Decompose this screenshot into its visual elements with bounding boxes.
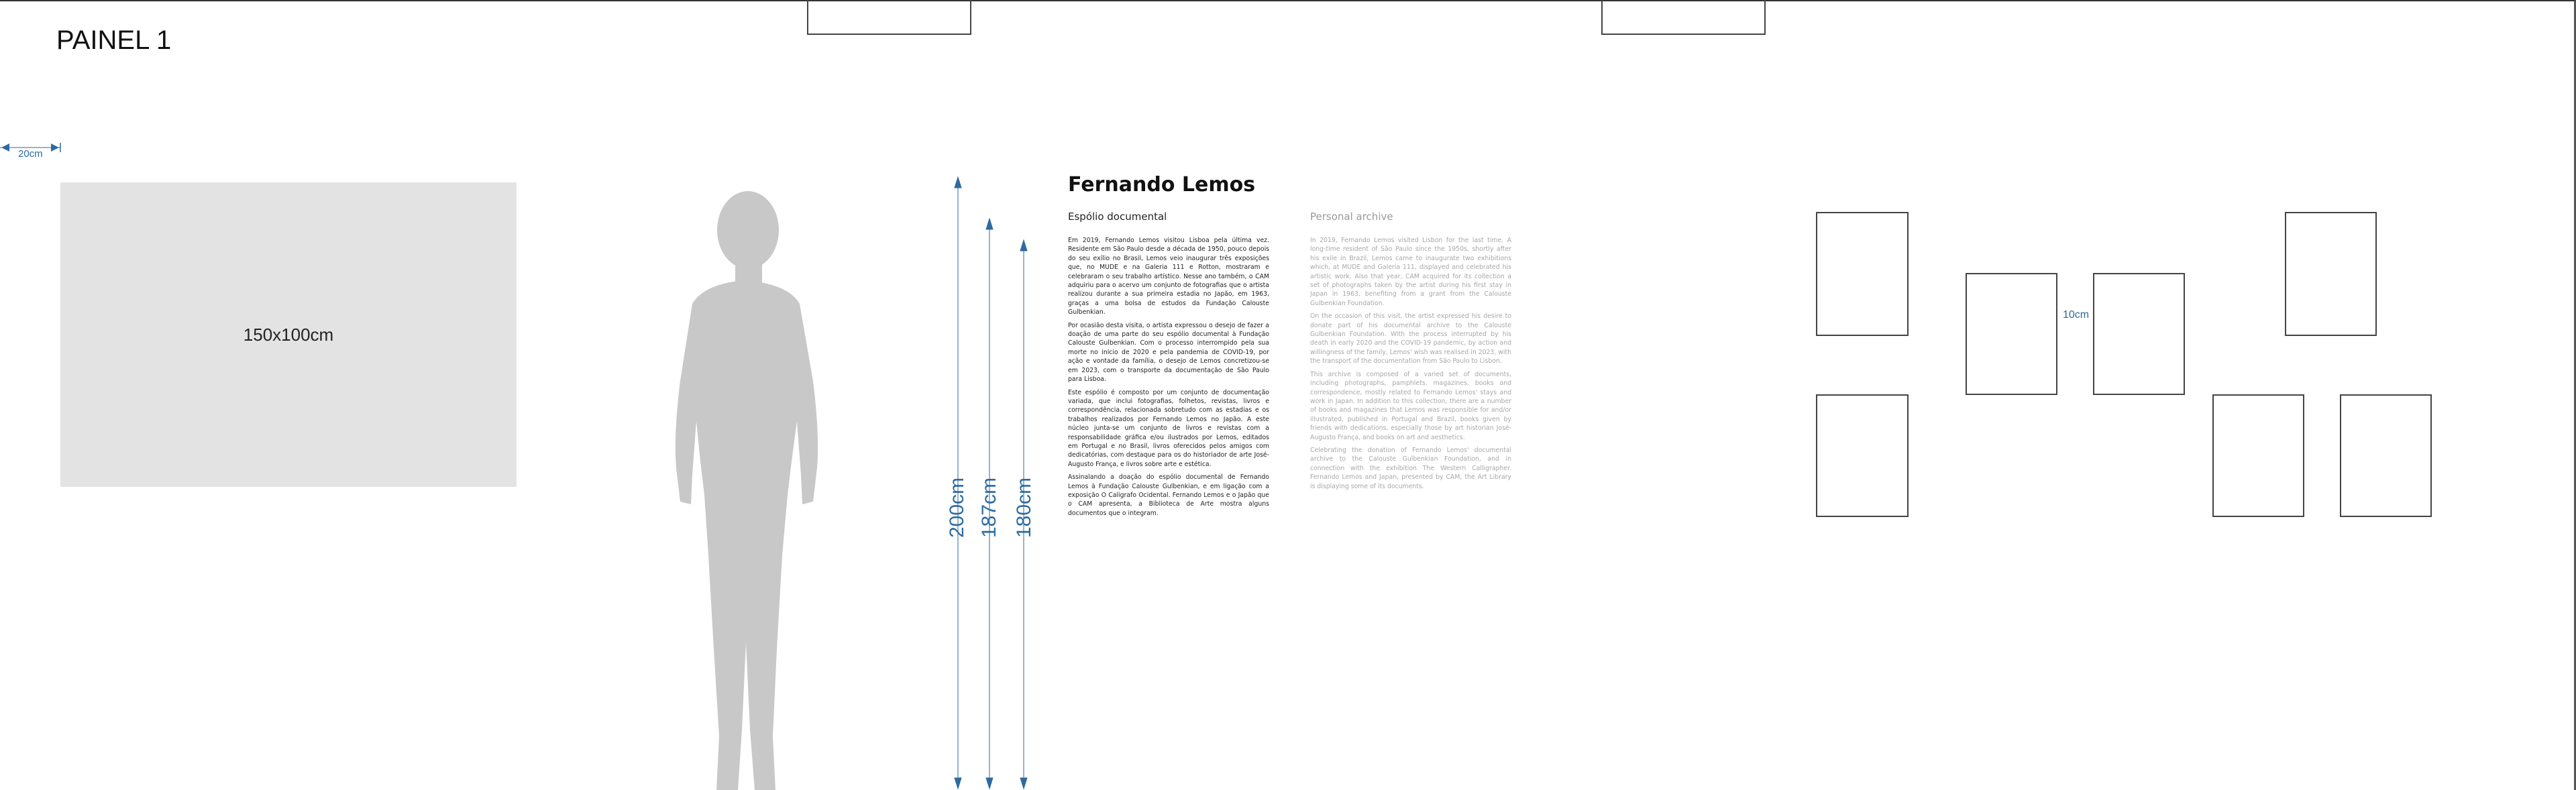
artwork-size-label: 150x100cm bbox=[243, 324, 334, 345]
paragraph: On the occasion of this visit, the artist expressed his desire to donate part of his documental archive to the Calouste Gulbenkian Foundation. With the process interrupted by his death in early 2020 and the COVID-19 pandemic, by action and willingness of the family, Lemos' wish was realised in 2023, with the transport of the documentation from São Paulo to Lisbon. bbox=[1310, 313, 1511, 365]
arrow-left-icon bbox=[1, 144, 9, 152]
paragraph: Assinalando a doação do espólio documental de Fernando Lemos à Fundação Calouste Gulbenkian, e em ligação com a exposição O Caligrafo Ocidental. Fernando Lemos e o Japão que o CAM apresenta, a Biblioteca de Arte mostra alguns documentos que o integram. bbox=[1068, 473, 1269, 517]
panel-title: PAINEL 1 bbox=[56, 25, 172, 55]
height-label-200: 200cm bbox=[946, 477, 968, 538]
paragraph: Celebrating the donation of Fernando Lemos' documental archive to the Calouste Gulbenkian Foundation, and in connection with the exhibition The Western Calligrapher. Fernando Lemos and Japan, presented by CAM, the Art Library is displaying some of its documents. bbox=[1310, 446, 1511, 490]
gap-label: 10cm bbox=[2063, 309, 2090, 321]
frame-outline bbox=[2340, 394, 2432, 517]
arrow-down-icon bbox=[955, 778, 961, 789]
arrow-up-icon bbox=[955, 177, 961, 188]
arrow-down-icon bbox=[1020, 778, 1027, 789]
arrow-down-icon bbox=[986, 778, 993, 789]
frame-outline bbox=[1816, 394, 1909, 517]
height-label-180: 180cm bbox=[1013, 477, 1035, 538]
paragraph: Este espólio é composto por um conjunto de documentação variada, que inclui fotografias, folhetos, revistas, livros e correspondência, relacionada sobretudo com as estadias e os trabalhos realizados por Fernando Lemos no Japão. A este núcleo junta-se um conjunto de livros e revistas com a responsabilidade gráfica e/ou ilustrados por Lemos, editados em Portugal e no Brasil, livros oferecidos pelos amigos com dedicatórias, com destaque para os do historiador de arte José-Augusto França, e livros sobre arte e estética. bbox=[1068, 388, 1269, 468]
paragraph: In 2019, Fernando Lemos visited Lisbon for the last time. A long-time resident of São Paulo since the 1950s, shortly after his exile in Brazil, Lemos came to inaugurate two exhibitions which, at MUDE and Galeria 111, displayed and celebrated his artistic work. Also that year, CAM acquired for its collection a set of photographs taken by the artist during his first stay in Japan in 1963, benefiting from a grant from the Calouste Gulbenkian Foundation. bbox=[1310, 237, 1511, 307]
frame-outline bbox=[1816, 212, 1909, 336]
paragraph: This archive is composed of a varied set of documents, including photographs, pamphlets, magazines, books and correspondence, mostly related to Fernando Lemos' stays and work in Japan. In addition to this collection, there are a number of books and magazines that Lemos was responsible for and/or illustrated, published in Portugal and Brazil, books given by friends with dedications, especially those by art historian José-Augusto França, and books on art and aesthetics. bbox=[1310, 370, 1511, 441]
arrow-up-icon bbox=[986, 219, 993, 229]
artwork-placeholder bbox=[60, 182, 517, 487]
arrow-up-icon bbox=[1020, 240, 1027, 251]
paragraph: Por ocasião desta visita, o artista expressou o desejo de fazer a doação de uma parte do seu espólio documental à Fundação Calouste Gulbenkian. Com o processo interrompido pela sua morte no início de 2020 e pela pandemia de COVID-19, por ação e vontade da família, o desejo de Lemos concretizou-se em 2023, com o transporte da documentação de São Paulo para Lisboa. bbox=[1068, 321, 1269, 384]
height-label-187: 187cm bbox=[978, 477, 1000, 538]
margin-label: 20cm bbox=[18, 148, 43, 160]
text-panel-subtitle-en: Personal archive bbox=[1310, 211, 1393, 223]
ceiling-fixture-left bbox=[807, 0, 971, 35]
text-column-en bbox=[1310, 236, 1511, 495]
text-panel-title: Fernando Lemos bbox=[1068, 173, 1256, 196]
text-column-pt bbox=[1068, 236, 1269, 522]
frame-outline bbox=[1966, 273, 2057, 395]
text-panel-subtitle-pt: Espólio documental bbox=[1068, 211, 1167, 223]
frame-outline bbox=[2093, 273, 2185, 395]
frame-outline bbox=[2212, 394, 2304, 517]
paragraph: Em 2019, Fernando Lemos visitou Lisboa pela última vez. Residente em São Paulo desde a década de 1950, pouco depois do seu exílio no Brasil, Lemos veio inaugurar três exposições que, no MUDE e na Galeria 111 e Rotton, mostraram e celebraram o seu trabalho artístico. Nesse ano também, o CAM adquiriu para o acervo um conjunto de fotografias que o artista realizou durante a sua primeira estadia no Japão, em 1963, graças a uma bolsa de estudos da Fundação Calouste Gulbenkian. bbox=[1068, 237, 1269, 317]
human-silhouette-icon bbox=[644, 180, 845, 790]
arrow-right-icon bbox=[51, 144, 59, 152]
frame-outline bbox=[2285, 212, 2377, 336]
ceiling-fixture-right bbox=[1601, 0, 1766, 35]
